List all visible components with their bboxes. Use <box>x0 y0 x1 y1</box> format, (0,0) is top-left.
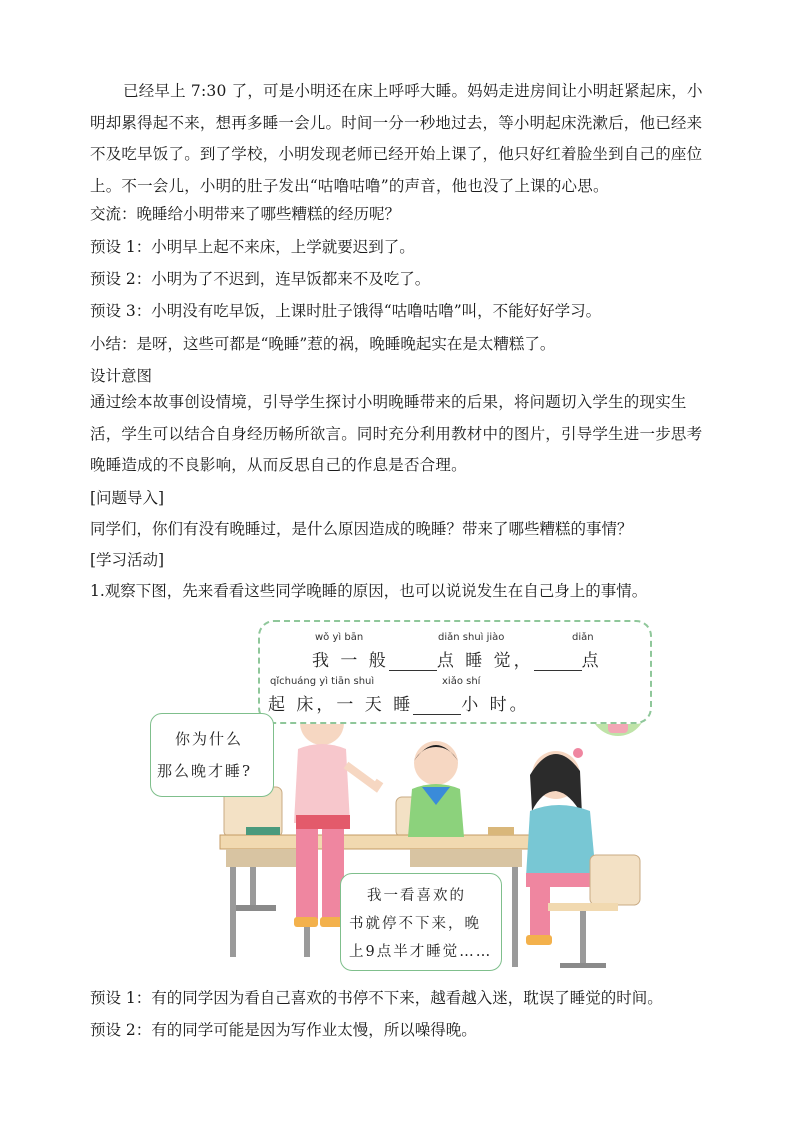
activity-step-1: 1.观察下图，先来看看这些同学晚睡的原因，也可以说说发生在自己身上的事情。 <box>90 582 648 600</box>
text-dian-shui-jiao: 点 睡 觉， <box>436 651 534 671</box>
answer-bubble <box>340 873 502 971</box>
question-line-2: 那么晚才睡? <box>157 762 253 780</box>
text-qi-chuang: 起 床，一 天 睡 <box>268 695 414 715</box>
blank-sleep-hours[interactable] <box>413 714 461 715</box>
sentence-part-2 <box>268 690 530 715</box>
boy-sitting-icon <box>408 741 464 837</box>
intro-heading: [问题导入] <box>90 489 165 507</box>
discussion-question: 交流：晚睡给小明带来了哪些糟糕的经历呢？ <box>90 205 401 223</box>
pinyin-dian-shui-jiao: diǎn shuì jiào <box>438 632 505 643</box>
preset-3: 预设 3：小明没有吃早饭，上课时肚子饿得“咕噜咕噜”叫，不能好好学习。 <box>90 302 602 320</box>
answer-line-3: 上9点半才睡觉…… <box>349 944 493 960</box>
answer-line-2: 书就停不下来，晚 <box>349 916 481 932</box>
preset-2: 预设 2：小明为了不迟到，连早饭都来不及吃了。 <box>90 270 431 288</box>
question-bubble <box>150 713 274 797</box>
fill-in-bubble <box>258 620 652 724</box>
intro-body: 同学们，你们有没有晚睡过，是什么原因造成的晚睡？带来了哪些糟糕的事情？ <box>90 520 633 538</box>
preset-1: 预设 1：小明早上起不来床，上学就要迟到了。 <box>90 238 415 256</box>
text-xiao-shi: 小 时。 <box>461 695 530 715</box>
sentence-part-1 <box>312 646 602 671</box>
girl-sitting-icon <box>526 748 640 968</box>
classroom-illustration <box>150 615 650 975</box>
question-line-1: 你为什么 <box>175 730 244 748</box>
preset-after-1: 预设 1：有的同学因为看自己喜欢的书停不下来，越看越入迷，耽误了睡觉的时间。 <box>90 989 663 1007</box>
story-paragraph: 已经早上 7:30 了，可是小明还在床上呼呼大睡。妈妈走进房间让小明赶紧起床，小明却累得起不来，想再多睡一会儿。时间一分一秒地过去，等小明起床洗漱后，他已经来不及吃早饭了。到了学校，小明发现老师已经开始上课了，他只好红着脸坐到自己的座位上。不一会儿，小明的肚子发出“咕噜咕噜”的声音，他也没了上课的心思。 <box>90 82 703 195</box>
text-dian: 点 <box>581 651 602 671</box>
preset-after-2: 预设 2：有的同学可能是因为写作业太慢，所以噪得晚。 <box>90 1021 477 1039</box>
blank-wake-time[interactable] <box>534 670 582 671</box>
pinyin-xiao-shi: xiǎo shí <box>442 676 481 687</box>
text-wo-yi-ban: 我 一 般 <box>312 651 389 671</box>
pinyin-dian: diǎn <box>572 632 594 643</box>
answer-line-1: 我一看喜欢的 <box>367 888 466 904</box>
pinyin-wo-yi-ban: wǒ yì bān <box>315 632 364 643</box>
design-heading: 设计意图 <box>90 367 153 385</box>
summary: 小结：是呀，这些可都是“晚睡”惹的祸，晚睡晚起实在是太糟糕了。 <box>90 335 556 353</box>
pinyin-qi-chuang: qǐchuáng yì tiān shuì <box>270 676 375 687</box>
blank-sleep-time[interactable] <box>389 670 437 671</box>
design-body: 通过绘本故事创设情境，引导学生探讨小明晚睡带来的后果，将问题切入学生的现实生活，学生可以结合自身经历畅所欲言。同时充分利用教材中的图片，引导学生进一步思考晚睡造成的不良影响，从而反思自己的作息是否合理。 <box>90 393 703 474</box>
activity-heading: [学习活动] <box>90 551 165 569</box>
